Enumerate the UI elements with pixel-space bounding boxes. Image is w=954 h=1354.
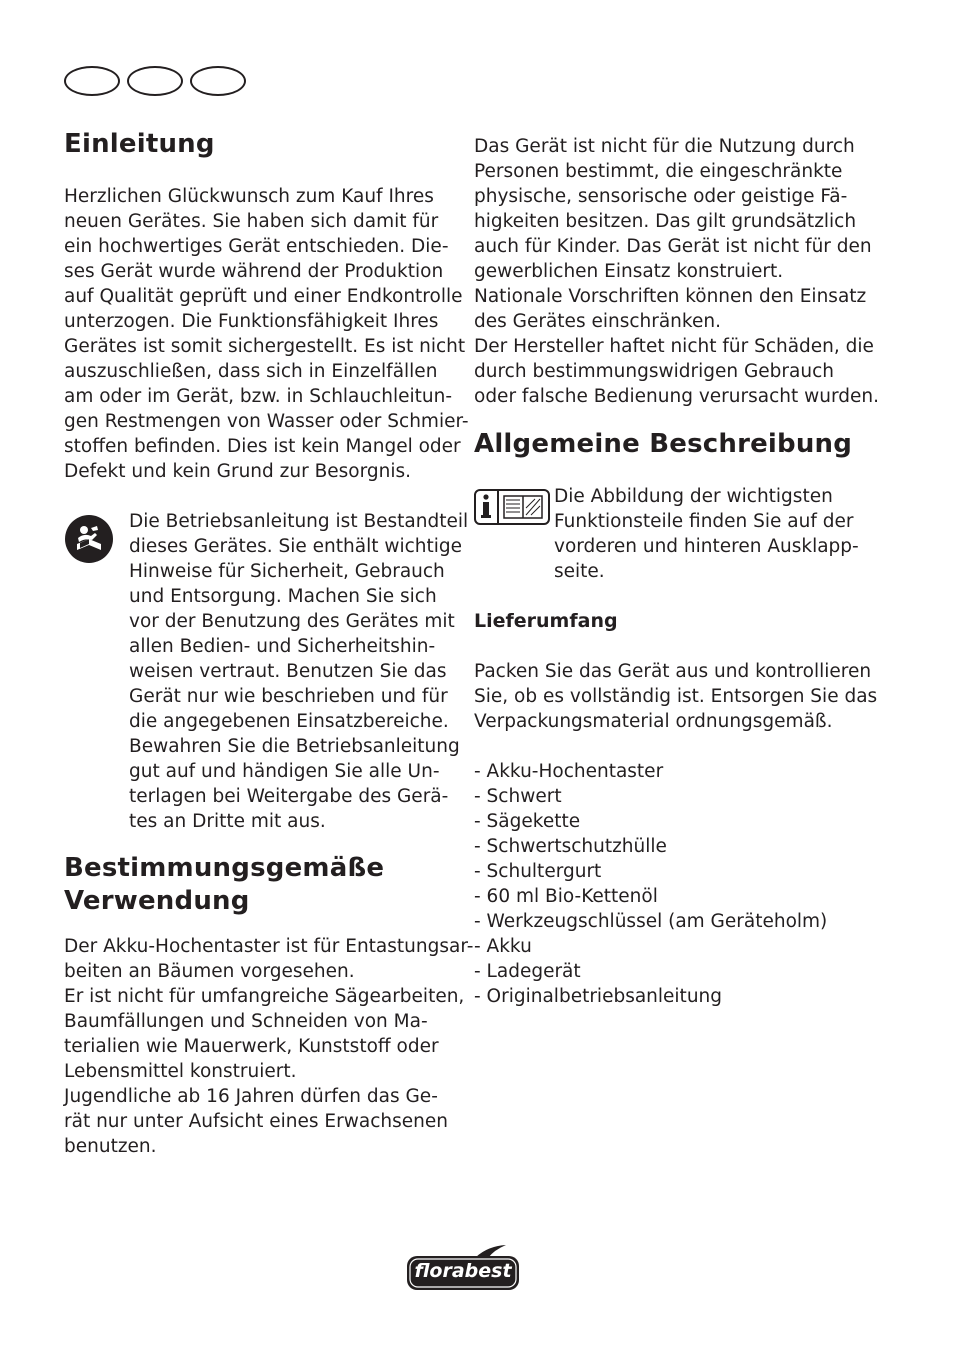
- usage-heading: Bestimmungsgemäße Verwendung: [64, 853, 385, 916]
- usage-text-continued: Das Gerät ist nicht für die Nutzung durch Personen bestimmt, die eingeschränkte physische, sensorische oder geistige Fä- higkeiten besitzen. Das gilt grundsätzlich auch für Kinder. Das Gerät ist nicht für den gewerblichen Einsatz konstruiert. Nationale Vorschriften können den Einsatz des Gerätes einschränken. Der Hersteller haftet nicht für Schäden, die durch bestimmungswidrigen Gebrauch oder falsche Bedienung verursacht wurden.: [474, 136, 879, 407]
- usage-text: Der Akku-Hochentaster ist für Entastungsar- beiten an Bäumen vorgesehen. Er ist nicht für umfangreiche Sägearbeiten, Baumfällungen und Schneiden von Ma- terialien wie Mauerwerk, Kunststoff oder Lebensmittel konstruiert. Jugendliche ab 16 Jahren dürfen das Ge- rät nur unter Aufsicht eines Erwachsenen benutzen.: [64, 936, 474, 1157]
- list-item: - Werkzeugschlüssel (am Geräteholm): [474, 911, 828, 932]
- language-oval: [190, 66, 246, 96]
- list-item: - 60 ml Bio-Kettenöl: [474, 886, 658, 907]
- language-oval: [64, 66, 120, 96]
- list-item: - Originalbetriebsanleitung: [474, 986, 723, 1007]
- list-item: - Akku: [474, 936, 532, 957]
- description-text: Die Abbildung der wichtigsten Funktionsteile finden Sie auf der vorderen und hinteren Ausklapp- seite.: [554, 486, 859, 582]
- manual-note: Die Betriebsanleitung ist Bestandteil dieses Gerätes. Sie enthält wichtige Hinweise für Sicherheit, Gebrauch und Entsorgung. Machen Sie sich vor der Benutzung des Gerätes mit allen Bedien- und Sicherheitshin- weisen vertraut. Benutzen Sie das Gerät nur wie beschrieben und für die angegebenen Einsatzbereiche. Bewahren Sie die Betriebsanleitung gut auf und händigen Sie alle Un- terlagen bei Weitergabe des Gerä- tes an Dritte mit aus.: [129, 511, 469, 832]
- read-manual-icon: [64, 514, 114, 564]
- list-item: - Sägekette: [474, 811, 581, 832]
- list-item: - Schultergurt: [474, 861, 602, 882]
- language-oval: [127, 66, 183, 96]
- scope-text: Packen Sie das Gerät aus und kontrollieren Sie, ob es vollständig ist. Entsorgen Sie das Verpackungsmaterial ordnungsgemäß.: [474, 661, 878, 732]
- einleitung-heading: Einleitung: [64, 129, 215, 159]
- description-heading: Allgemeine Beschreibung: [474, 429, 853, 459]
- list-item: - Akku-Hochentaster: [474, 761, 664, 782]
- list-item: - Schwertschutzhülle: [474, 836, 667, 857]
- info-foldout-icon: [474, 488, 550, 526]
- list-item: - Schwert: [474, 786, 562, 807]
- einleitung-text: Herzlichen Glückwunsch zum Kauf Ihres neuen Gerätes. Sie haben sich damit für ein hochwertiges Gerät entschieden. Die- ses Gerät wurde während der Produktion auf Qualität geprüft und einer Endkontrolle unterzogen. Die Funktionsfähigkeit Ihres Gerätes ist somit sichergestellt. Es ist nicht auszuschließen, dass sich in Einzelfällen am oder im Gerät, bzw. in Schlauchleitun- gen Restmengen von Wasser oder Schmier- stoffen befinden. Dies ist kein Mangel oder Defekt und kein Grund zur Besorgnis.: [64, 186, 469, 482]
- scope-list: [474, 759, 827, 1009]
- scope-heading: Lieferumfang: [474, 610, 618, 632]
- list-item: - Ladegerät: [474, 961, 581, 982]
- logo-text: florabest: [414, 1260, 512, 1282]
- florabest-logo: [406, 1244, 520, 1292]
- language-ovals: [64, 66, 253, 96]
